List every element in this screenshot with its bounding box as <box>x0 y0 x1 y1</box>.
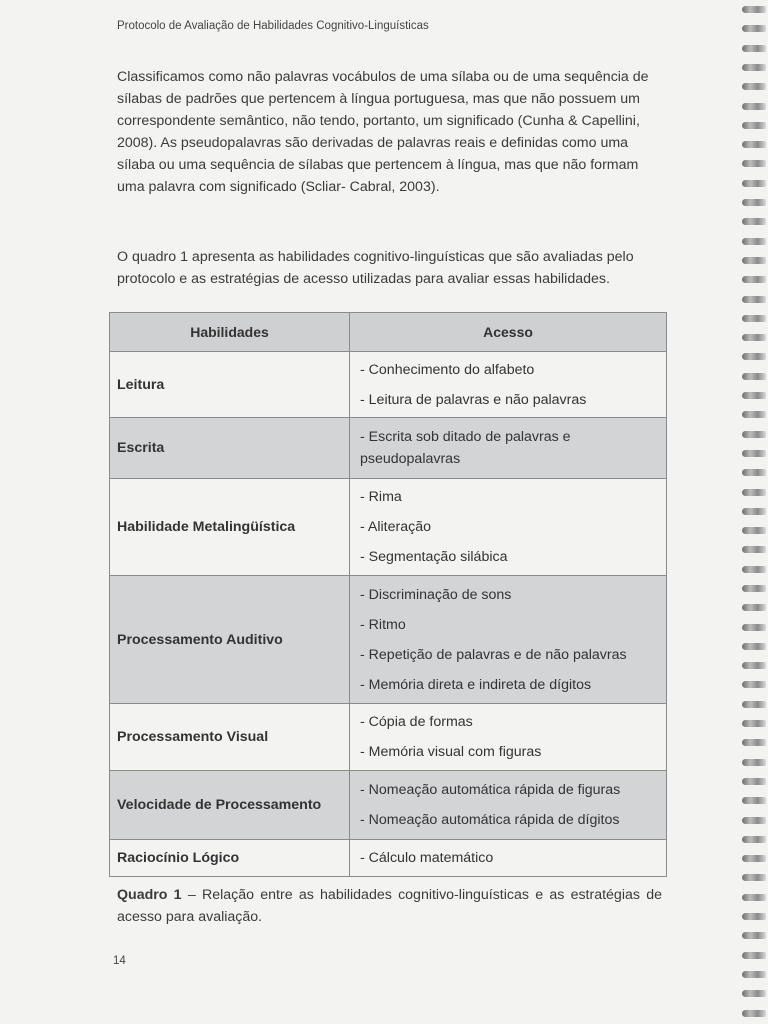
spiral-coil <box>742 45 766 52</box>
spiral-coil <box>742 797 766 804</box>
skill-cell: Processamento Visual <box>110 704 350 771</box>
table-row <box>110 576 667 704</box>
table-row <box>110 771 667 840</box>
spiral-coil <box>742 392 766 399</box>
skill-cell: Escrita <box>110 418 350 479</box>
spiral-coil <box>742 315 766 322</box>
spiral-coil <box>742 952 766 959</box>
spiral-coil <box>742 64 766 71</box>
spiral-coil <box>742 83 766 90</box>
spiral-coil <box>742 894 766 901</box>
spiral-coil <box>742 411 766 418</box>
access-item: - Nomeação automática rápida de figuras <box>360 782 621 798</box>
spiral-coil <box>742 276 766 283</box>
spiral-coil <box>742 836 766 843</box>
skills-table <box>109 312 667 877</box>
access-cell <box>350 352 667 418</box>
spiral-coil <box>742 508 766 515</box>
spiral-coil <box>742 450 766 457</box>
caption-text: – Relação entre as habilidades cognitivo-linguísticas e as estratégias de acesso para avaliação. <box>117 887 662 925</box>
table-row <box>110 418 667 479</box>
access-item: - Cópia de formas <box>360 714 473 730</box>
spiral-coil <box>742 546 766 553</box>
access-cell <box>350 704 667 771</box>
spiral-coil <box>742 199 766 206</box>
caption-label: Quadro 1 <box>117 887 182 903</box>
spiral-coil <box>742 739 766 746</box>
spiral-coil <box>742 257 766 264</box>
access-cell <box>350 771 667 840</box>
access-cell <box>350 418 667 479</box>
spiral-coil <box>742 913 766 920</box>
spiral-coil <box>742 1010 766 1017</box>
spiral-coil <box>742 624 766 631</box>
spiral-coil <box>742 566 766 573</box>
paragraph-2: O quadro 1 apresenta as habilidades cognitivo-linguísticas que são avaliadas pelo protocolo e as estratégias de acesso utilizadas para avaliar essas habilidades. <box>117 249 634 287</box>
paragraph-1: Classificamos como não palavras vocábulos de uma sílaba ou de uma sequência de sílabas de padrões que pertencem à língua portuguesa, mas que não possuem um correspondente semântico, não tendo, portanto, um significado (Cunha & Capellini, 2008). As pseudopalavras são derivadas de palavras reais e definidas como uma sílaba ou uma sequência de sílabas que pertencem à língua, mas que não formam uma palavra com significado (Scliar- Cabral, 2003). <box>117 69 649 195</box>
access-item: - Escrita sob ditado de palavras e pseudopalavras <box>360 429 571 467</box>
spiral-coil <box>742 932 766 939</box>
spiral-coil <box>742 874 766 881</box>
access-item: - Leitura de palavras e não palavras <box>360 391 587 408</box>
access-cell <box>350 479 667 576</box>
skill-cell: Leitura <box>110 352 350 418</box>
access-cell <box>350 576 667 704</box>
access-item: - Segmentação silábica <box>360 549 508 565</box>
spiral-coil <box>742 817 766 824</box>
spiral-coil <box>742 180 766 187</box>
table-row <box>110 352 667 418</box>
spiral-coil <box>742 759 766 766</box>
access-item: - Memória direta e indireta de dígitos <box>360 676 592 693</box>
spiral-coil <box>742 701 766 708</box>
access-item: - Ritmo <box>360 616 406 633</box>
table-row <box>110 479 667 576</box>
spiral-coil <box>742 604 766 611</box>
spiral-coil <box>742 643 766 650</box>
access-item: - Memória visual com figuras <box>360 744 542 760</box>
access-item: - Repetição de palavras e de não palavras <box>360 646 627 663</box>
spiral-coil <box>742 681 766 688</box>
spiral-coil <box>742 122 766 129</box>
spiral-coil <box>742 527 766 534</box>
spiral-coil <box>742 334 766 341</box>
spiral-coil <box>742 25 766 32</box>
spiral-binding <box>740 0 768 1024</box>
skill-cell: Processamento Auditivo <box>110 576 350 704</box>
running-header: Protocolo de Avaliação de Habilidades Cognitivo-Linguísticas <box>117 20 429 32</box>
spiral-coil <box>742 6 766 13</box>
spiral-coil <box>742 141 766 148</box>
spiral-coil <box>742 662 766 669</box>
access-item: - Conhecimento do alfabeto <box>360 361 535 378</box>
page-number: 14 <box>113 955 126 967</box>
spiral-coil <box>742 469 766 476</box>
access-item: - Cálculo matemático <box>360 850 494 866</box>
access-item: - Aliteração <box>360 519 431 535</box>
access-cell <box>350 840 667 877</box>
spiral-coil <box>742 489 766 496</box>
spiral-coil <box>742 103 766 110</box>
table-caption <box>117 884 662 928</box>
spiral-coil <box>742 353 766 360</box>
table-header-row <box>110 313 667 352</box>
spiral-coil <box>742 720 766 727</box>
spiral-coil <box>742 431 766 438</box>
table-row <box>110 704 667 771</box>
spiral-coil <box>742 238 766 245</box>
access-item: - Rima <box>360 489 402 505</box>
skill-cell: Velocidade de Processamento <box>110 771 350 840</box>
access-item: - Nomeação automática rápida de dígitos <box>360 812 620 828</box>
spiral-coil <box>742 296 766 303</box>
access-item: - Discriminação de sons <box>360 586 512 603</box>
spiral-coil <box>742 855 766 862</box>
header-habilidades: Habilidades <box>110 313 350 352</box>
table-row <box>110 840 667 877</box>
skill-cell: Raciocínio Lógico <box>110 840 350 877</box>
spiral-coil <box>742 160 766 167</box>
spiral-coil <box>742 778 766 785</box>
spiral-coil <box>742 373 766 380</box>
spiral-coil <box>742 971 766 978</box>
header-acesso: Acesso <box>350 313 667 352</box>
spiral-coil <box>742 990 766 997</box>
skill-cell: Habilidade Metalingüística <box>110 479 350 576</box>
spiral-coil <box>742 585 766 592</box>
spiral-coil <box>742 218 766 225</box>
